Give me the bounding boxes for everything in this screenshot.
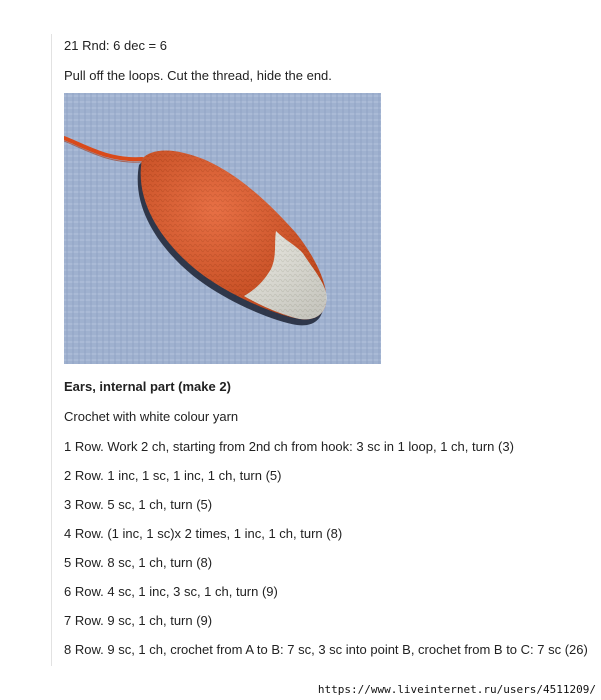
left-rule bbox=[51, 34, 52, 666]
fox-tail-icon bbox=[64, 93, 381, 364]
row-8: 8 Row. 9 sc, 1 ch, crochet from A to B: 7 sc, 3 sc into point B, crochet from B to C: 7 sc (26) bbox=[64, 642, 588, 657]
row-1: 1 Row. Work 2 ch, starting from 2nd ch from hook: 3 sc in 1 loop, 1 ch, turn (3) bbox=[64, 439, 514, 454]
row-7: 7 Row. 9 sc, 1 ch, turn (9) bbox=[64, 613, 213, 628]
finish-instructions: Pull off the loops. Cut the thread, hide the end. bbox=[64, 68, 332, 83]
row-3: 3 Row. 5 sc, 1 ch, turn (5) bbox=[64, 497, 213, 512]
row-4: 4 Row. (1 inc, 1 sc)x 2 times, 1 inc, 1 ch, turn (8) bbox=[64, 526, 343, 541]
row-5: 5 Row. 8 sc, 1 ch, turn (8) bbox=[64, 555, 213, 570]
intro-text: Crochet with white colour yarn bbox=[64, 409, 239, 424]
fox-tail-photo bbox=[64, 93, 381, 364]
row-2: 2 Row. 1 inc, 1 sc, 1 inc, 1 ch, turn (5) bbox=[64, 468, 282, 483]
section-heading: Ears, internal part (make 2) bbox=[64, 379, 231, 394]
round-21-text: 21 Rnd: 6 dec = 6 bbox=[64, 38, 167, 53]
watermark-url: https://www.liveinternet.ru/users/4511209/ bbox=[317, 683, 596, 696]
row-6: 6 Row. 4 sc, 1 inc, 3 sc, 1 ch, turn (9) bbox=[64, 584, 278, 599]
